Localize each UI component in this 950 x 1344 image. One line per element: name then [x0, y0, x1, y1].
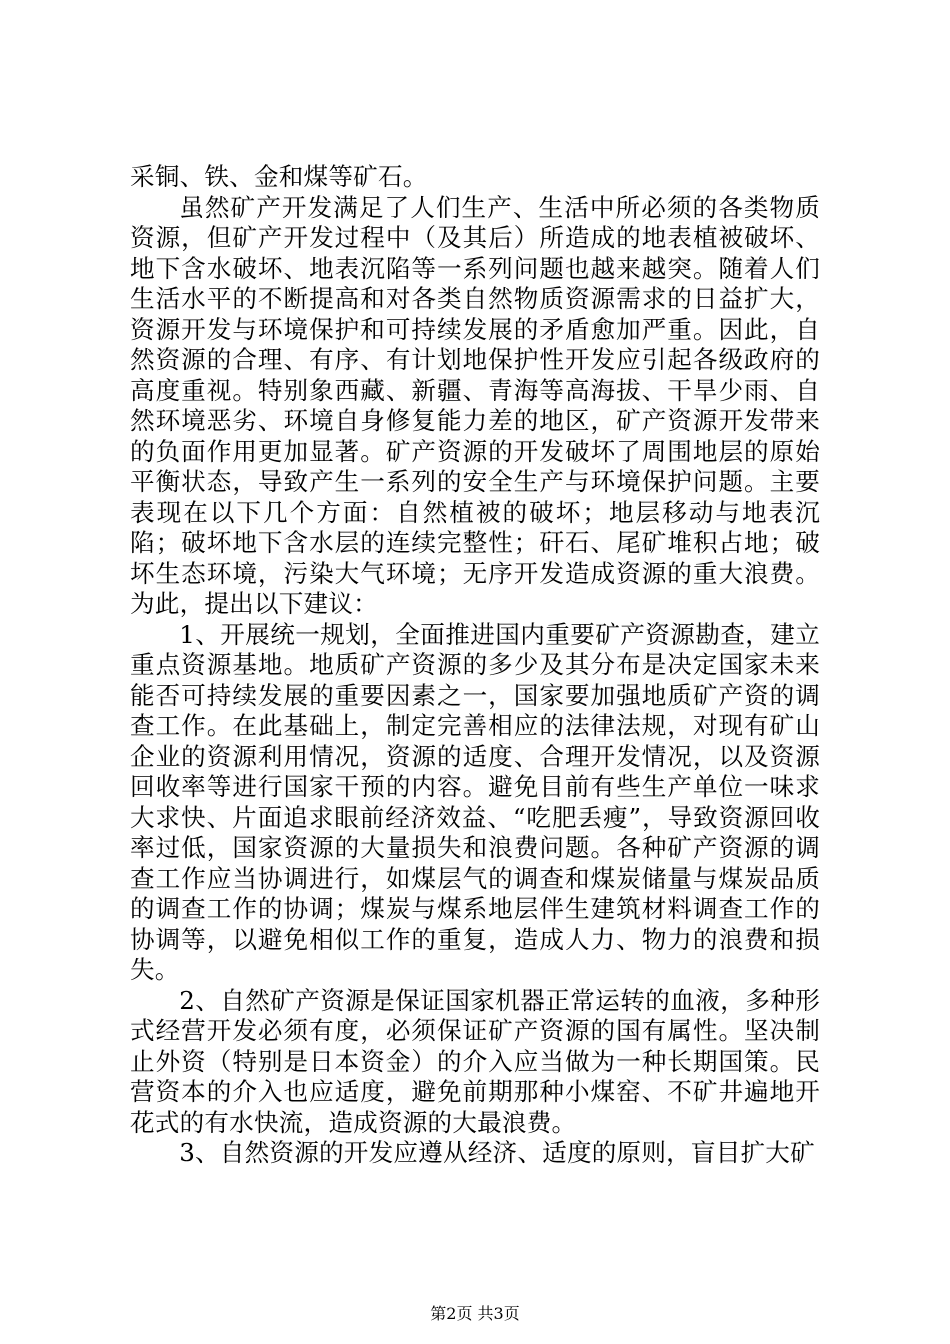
paragraph-continuation: 采铜、铁、金和煤等矿石。 [130, 162, 428, 191]
document-body [130, 162, 820, 1169]
paragraph-suggestion-3: 3、自然资源的开发应遵从经济、适度的原则，盲目扩大矿 [179, 1138, 815, 1167]
paragraph-suggestion-1: 1、开展统一规划，全面推进国内重要矿产资源勘查，建立重点资源基地。地质矿产资源的多少及其分布是决定国家未来能否可持续发展的重要因素之一，国家要加强地质矿产资的调查工作。在此基础上，制定完善相应的法律法规，对现有矿山企业的资源利用情况，资源的适度、合理开发情况，以及资源回收率等进行国家干预的内容。避免目前有些生产单位一味求大求快、片面追求眼前经济效益、“吃肥丢瘦”，导致资源回收率过低，国家资源的大量损失和浪费问题。各种矿产资源的调查工作应当协调进行，如煤层气的调查和煤炭储量与煤炭品质的调查工作的协调；煤炭与煤系地层伴生建筑材料调查工作的协调等，以避免相似工作的重复，造成人力、物力的浪费和损失。 [130, 619, 820, 984]
paragraph-problems: 虽然矿产开发满足了人们生产、生活中所必须的各类物质资源，但矿产开发过程中（及其后）所造成的地表植被破坏、地下含水破坏、地表沉陷等一系列问题也越来越突。随着人们生活水平的不断提高和对各类自然物质资源需求的日益扩大，资源开发与环境保护和可持续发展的矛盾愈加严重。因此，自然资源的合理、有序、有计划地保护性开发应引起各级政府的高度重视。特别象西藏、新疆、青海等高海拔、干旱少雨、自然环境恶劣、环境自身修复能力差的地区，矿产资源开发带来的负面作用更加显著。矿产资源的开发破坏了周围地层的原始平衡状态，导致产生一系列的安全生产与环境保护问题。主要表现在以下几个方面：自然植被的破坏；地层移动与地表沉陷；破坏地下含水层的连续完整性；矸石、尾矿堆积占地；破坏生态环境，污染大气环境；无序开发造成资源的重大浪费。为此，提出以下建议： [130, 192, 820, 618]
page-number-footer: 第2页 共3页 [430, 1304, 520, 1323]
paragraph-suggestion-2: 2、自然矿产资源是保证国家机器正常运转的血液，多种形式经营开发必须有度，必须保证矿产资源的国有属性。坚决制止外资（特别是日本资金）的介入应当做为一种长期国策。民营资本的介入也应适度，避免前期那种小煤窑、不矿井遍地开花式的有水快流，造成资源的大最浪费。 [130, 985, 820, 1137]
